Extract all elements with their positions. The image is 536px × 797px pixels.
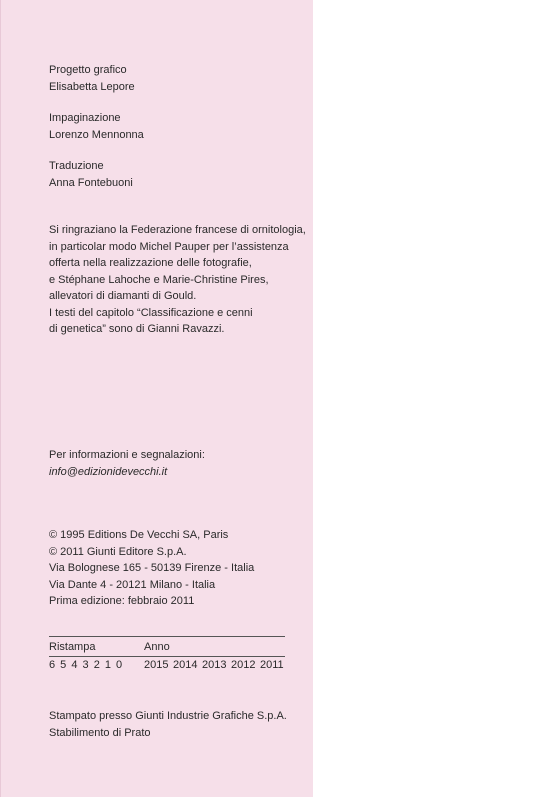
printer-block <box>49 708 287 741</box>
credit-name: Elisabetta Lepore <box>49 80 135 93</box>
ristampa-label: Ristampa <box>49 641 96 653</box>
copyright-line: Via Dante 4 - 20121 Milano - Italia <box>49 578 216 591</box>
printer-line: Stabilimento di Prato <box>49 726 151 739</box>
contact-block <box>49 447 205 480</box>
acknowledgment-line: allevatori di diamanti di Gould. <box>49 290 197 302</box>
credit-name: Anna Fontebuoni <box>49 176 133 189</box>
acknowledgment-line: I testi del capitolo “Classificazione e cenni <box>49 306 253 319</box>
contact-label: Per informazioni e segnalazioni: <box>49 449 205 461</box>
ristampa-values: 6 5 4 3 2 1 0 <box>49 659 124 671</box>
copyright-block <box>49 527 254 610</box>
credit-translation <box>49 158 133 191</box>
contact-email-link[interactable]: info@edizionidevecchi.it <box>49 465 168 478</box>
acknowledgment-line: e Stéphane Lahoche e Marie-Christine Pires, <box>49 273 269 286</box>
anno-value: 2014 <box>173 659 198 671</box>
anno-value: 2012 <box>231 659 256 671</box>
copyright-line: Prima edizione: febbraio 2011 <box>49 595 195 607</box>
acknowledgment-line: di genetica” sono di Gianni Ravazzi. <box>49 323 225 335</box>
credit-layout <box>49 110 144 143</box>
acknowledgment-line: Si ringraziano la Federazione francese di ornitologia, <box>49 224 306 236</box>
credit-role: Progetto grafico <box>49 64 127 76</box>
credit-role: Traduzione <box>49 160 104 172</box>
anno-label: Anno <box>144 641 170 653</box>
reprint-top-rule <box>49 636 285 637</box>
copyright-line: Via Bolognese 165 - 50139 Firenze - Italia <box>49 562 255 574</box>
anno-value: 2013 <box>202 659 227 671</box>
printer-line: Stampato presso Giunti Industrie Grafiche S.p.A. <box>49 710 287 722</box>
acknowledgments-paragraph <box>49 222 306 338</box>
credit-role: Impaginazione <box>49 112 121 124</box>
anno-value: 2015 <box>144 659 169 671</box>
copyright-line: © 1995 Editions De Vecchi SA, Paris <box>49 529 229 541</box>
credit-graphic-design <box>49 62 135 95</box>
reprint-middle-rule <box>49 656 285 657</box>
anno-value: 2011 <box>260 659 284 671</box>
credit-name: Lorenzo Mennonna <box>49 128 144 141</box>
copyright-line: © 2011 Giunti Editore S.p.A. <box>49 545 187 558</box>
acknowledgment-line: offerta nella realizzazione delle fotografie, <box>49 257 252 269</box>
acknowledgment-line: in particolar modo Michel Pauper per l’assistenza <box>49 240 289 253</box>
